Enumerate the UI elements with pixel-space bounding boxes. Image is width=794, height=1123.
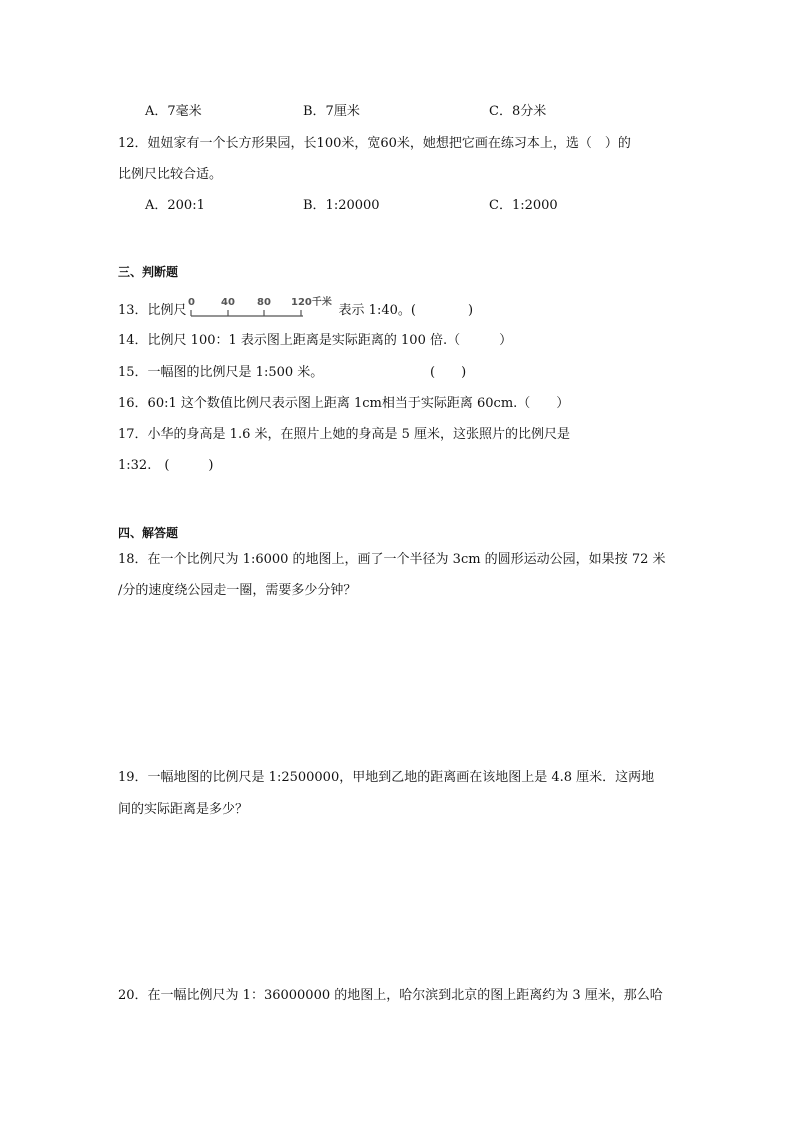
ruler-label-40: 40 (220, 297, 235, 308)
q19-line-2: 间的实际距离是多少？ (118, 802, 249, 817)
question-14: 14．比例尺 100：1 表示图上距离是实际距离的 100 倍.（ ） (118, 333, 513, 348)
ruler-label-80: 80 (256, 297, 271, 308)
question-13 (118, 296, 473, 320)
q11-option-c: C．8分米 (489, 104, 547, 119)
ruler-label-120: 120千米 (290, 297, 332, 308)
question-20: 20．在一幅比例尺为 1：36000000 的地图上，哈尔滨到北京的图上距离约为 3 厘米，那么哈 (118, 988, 663, 1003)
q15-text: 15．一幅图的比例尺是 1:500 米。 (118, 365, 324, 380)
section-4-heading: 四、解答题 (118, 526, 179, 540)
q12-line-1: 12．妞妞家有一个长方形果园，长100米，宽60米，她想把它画在练习本上，选（ ）的 (118, 136, 631, 151)
q11-option-a: A．7毫米 (145, 104, 202, 119)
q17-line-1: 17．小华的身高是 1.6 米，在照片上她的身高是 5 厘米，这张照片的比例尺是 (118, 427, 571, 442)
q13-suffix: 表示 1:40。( ) (338, 303, 474, 318)
q19-line-1: 19．一幅地图的比例尺是 1:2500000，甲地到乙地的距离画在该地图上是 4.8 厘米．这两地 (118, 770, 655, 785)
q18-line-1: 18．在一个比例尺为 1:6000 的地图上，画了一个半径为 3cm 的圆形运动公园，如果按 72 米 (118, 552, 666, 567)
q17-line-2: 1:32. ( ) (118, 458, 214, 473)
ruler-label-0: 0 (187, 297, 195, 308)
q12-option-a: A．200:1 (145, 198, 205, 213)
section-3-heading: 三、判断题 (118, 265, 179, 279)
q13-prefix: 13．比例尺 (118, 303, 187, 318)
q12-line-2: 比例尺比较合适。 (118, 167, 223, 182)
q15-answer-paren: ( ) (430, 365, 467, 380)
q18-line-2: /分的速度绕公园走一圈，需要多少分钟？ (118, 583, 357, 598)
question-16: 16．60:1 这个数值比例尺表示图上距离 1cm相当于实际距离 60cm.（ ） (118, 396, 570, 411)
q12-option-c: C．1:2000 (489, 198, 558, 213)
q11-option-b: B．7厘米 (303, 104, 360, 119)
q12-option-b: B．1:20000 (303, 198, 380, 213)
scale-ruler-figure (188, 296, 338, 320)
